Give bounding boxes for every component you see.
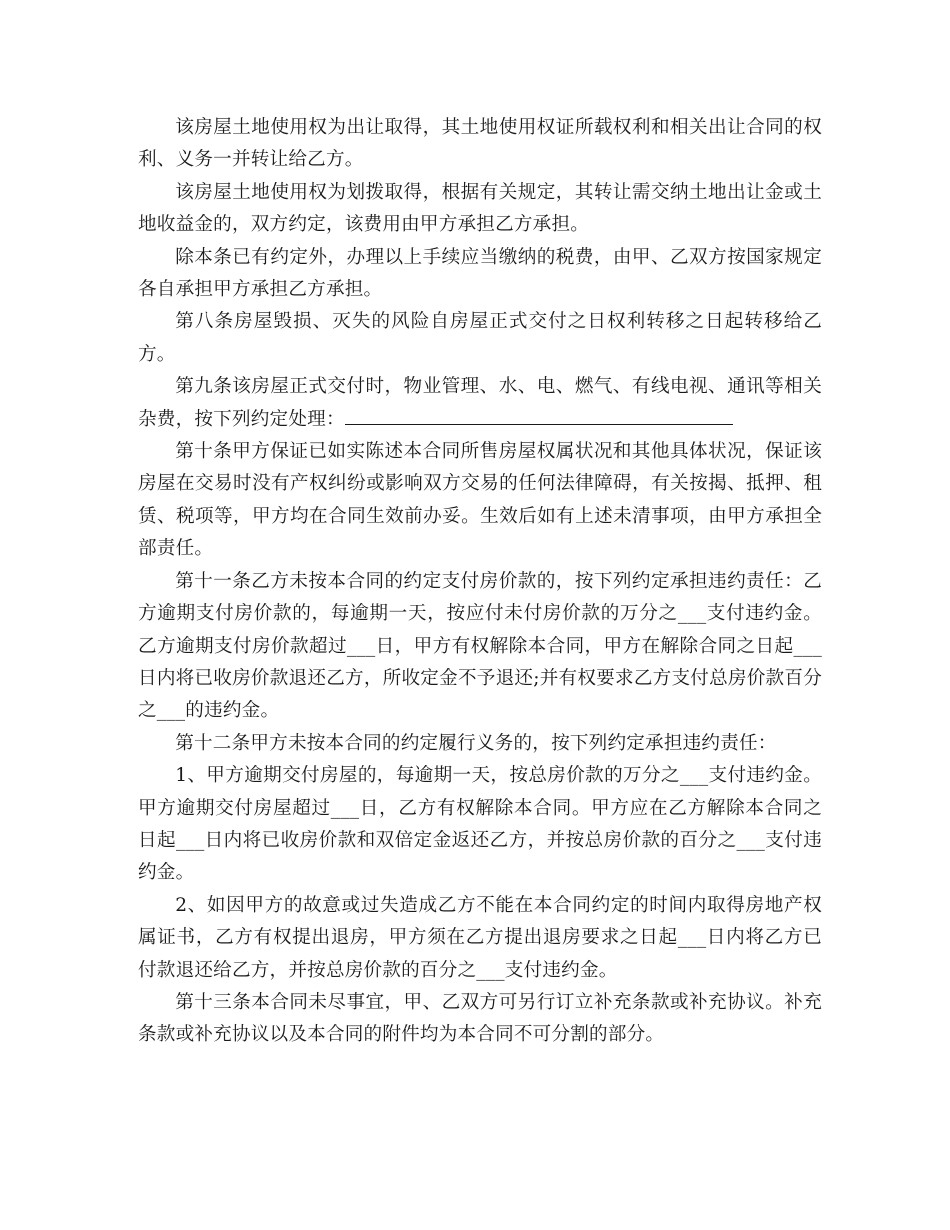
paragraph-article-8: 第八条房屋毁损、灭失的风险自房屋正式交付之日权利转移之日起转移给乙方。 [138, 311, 822, 365]
article-9-text: 第九条该房屋正式交付时，物业管理、水、电、燃气、有线电视、通讯等相关杂费，按下列约定处理： [138, 376, 822, 430]
document-page [138, 112, 822, 1052]
paragraph-land-use-allocated: 该房屋土地使用权为划拨取得，根据有关规定，其转让需交纳土地出让金或土地收益金的，双方约定，该费用由甲方承担乙方承担。 [138, 181, 822, 236]
paragraph-taxes: 除本条已有约定外，办理以上手续应当缴纳的税费，由甲、乙双方按国家规定各自承担甲方承担乙方承担。 [138, 246, 822, 301]
paragraph-article-9 [138, 371, 822, 436]
paragraph-article-12: 第十二条甲方未按本合同的约定履行义务的，按下列约定承担违约责任： [175, 732, 777, 754]
paragraph-article-12-item-1: 1、甲方逾期交付房屋的，每逾期一天，按总房价款的万分之___支付违约金。甲方逾期交付房屋超过___日，乙方有权解除本合同。甲方应在乙方解除本合同之日起___日内将已收房价款和双倍定金返还乙方，并按总房价款的百分之___支付违约金。 [138, 765, 822, 884]
paragraph-article-13: 第十三条本合同未尽事宜，甲、乙双方可另行订立补充条款或补充协议。补充条款或补充协议以及本合同的附件均为本合同不可分割的部分。 [138, 991, 822, 1046]
paragraph-land-use-transfer: 该房屋土地使用权为出让取得，其土地使用权证所载权利和相关出让合同的权利、义务一并转让给乙方。 [138, 117, 822, 171]
paragraph-article-10: 第十条甲方保证已如实陈述本合同所售房屋权属状况和其他具体状况，保证该房屋在交易时没有产权纠纷或影响双方交易的任何法律障碍，有关按揭、抵押、租赁、税项等，甲方均在合同生效前办妥。生效后如有上述未清事项，由甲方承担全部责任。 [138, 441, 822, 560]
paragraph-article-12-item-2: 2、如因甲方的故意或过失造成乙方不能在本合同约定的时间内取得房地产权属证书，乙方有权提出退房，甲方须在乙方提出退房要求之日起___日内将乙方已付款退还给乙方，并按总房价款的百分之___支付违约金。 [138, 894, 822, 981]
article-9-blank-line [345, 408, 733, 425]
paragraph-article-11: 第十一条乙方未按本合同的约定支付房价款的，按下列约定承担违约责任：乙方逾期支付房价款的，每逾期一天，按应付未付房价款的万分之___支付违约金。乙方逾期支付房价款超过___日，甲方有权解除本合同，甲方在解除合同之日起___日内将已收房价款退还乙方，所收定金不予退还;并有权要求乙方支付总房价款百分之___的违约金。 [138, 570, 822, 722]
